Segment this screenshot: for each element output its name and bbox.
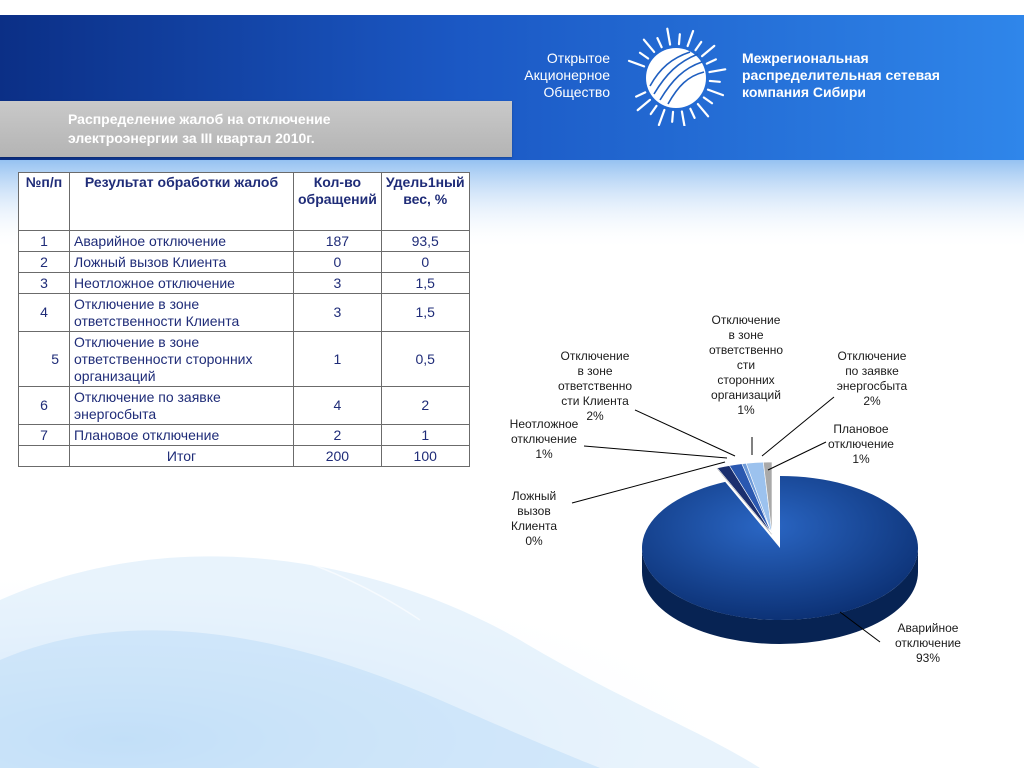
pie-slice-label-line: Отключение xyxy=(837,349,907,363)
pie-slice-label-line: отключение xyxy=(511,432,577,446)
pie-slice-label-line: 1% xyxy=(737,403,755,417)
pie-slice-label-line: организаций xyxy=(711,388,781,402)
pie-slice-label xyxy=(558,349,632,423)
pie-slice-label-line: 93% xyxy=(915,651,941,665)
pie-slice-label-line: Плановое xyxy=(833,422,889,436)
row-result: Отключение в зоне ответственности Клиента xyxy=(70,294,294,332)
pie-slice-label-line: в зоне xyxy=(728,328,764,342)
pie-slice-label xyxy=(837,349,908,408)
row-result: Неотложное отключение xyxy=(70,273,294,294)
total-label: Итог xyxy=(70,446,294,467)
pie-leader-line xyxy=(762,397,834,456)
row-share: 2 xyxy=(381,387,469,425)
pie-slice-label-line: Неотложное xyxy=(509,417,579,431)
pie-slice-label-line: отключение xyxy=(828,437,894,451)
header-num: №п/п xyxy=(19,173,70,231)
pie-slice-label-line: сти xyxy=(736,358,756,372)
row-num: 3 xyxy=(19,273,70,294)
pie-slice-label-line: 0% xyxy=(525,534,543,548)
total-share: 100 xyxy=(381,446,469,467)
pie-slice-label xyxy=(828,422,894,466)
row-result: Отключение по заявке энергосбыта xyxy=(70,387,294,425)
pie-slice-label-line: Ложный xyxy=(511,489,557,503)
row-result: Отключение в зоне ответственности сторонних организаций xyxy=(70,332,294,387)
row-count: 1 xyxy=(294,332,382,387)
row-share: 0 xyxy=(381,252,469,273)
pie-slice xyxy=(642,476,918,620)
pie-slice-label-line: 1% xyxy=(535,447,553,461)
pie-slice-label-line: Отключение xyxy=(560,349,630,363)
row-share: 1,5 xyxy=(381,273,469,294)
row-share: 93,5 xyxy=(381,231,469,252)
row-result: Плановое отключение xyxy=(70,425,294,446)
row-share: 1,5 xyxy=(381,294,469,332)
row-count: 4 xyxy=(294,387,382,425)
row-count: 3 xyxy=(294,294,382,332)
pie-slice-label-line: энергосбыта xyxy=(836,379,908,393)
company-name-line: Межрегиональная xyxy=(742,50,869,66)
row-share: 0,5 xyxy=(381,332,469,387)
row-num: 1 xyxy=(19,231,70,252)
row-share: 1 xyxy=(381,425,469,446)
row-num: 4 xyxy=(19,294,70,332)
row-count: 0 xyxy=(294,252,382,273)
page-title-line: Распределение жалоб на отключение xyxy=(68,111,331,127)
pie-slice-label-line: 1% xyxy=(852,452,870,466)
pie-slice-label-line: сторонних xyxy=(717,373,775,387)
pie-slice-label-line: в зоне xyxy=(577,364,613,378)
row-count: 187 xyxy=(294,231,382,252)
row-result: Аварийное отключение xyxy=(70,231,294,252)
org-type-line: Акционерное xyxy=(524,67,610,83)
company-name-line: компания Сибири xyxy=(742,84,867,100)
pie-slice-label-line: 2% xyxy=(863,394,881,408)
pie-slice-label-line: вызов xyxy=(517,504,551,518)
pie-slice-label-line: ответственно xyxy=(557,379,633,393)
pie-slice-label xyxy=(510,417,579,461)
pie-slice-label-line: Аварийное xyxy=(897,621,959,635)
pie-slice-label-line: 2% xyxy=(586,409,604,423)
pie-leader-line xyxy=(635,410,735,456)
row-num: 5 xyxy=(19,332,70,387)
pie-slice-label-line: сти Клиента xyxy=(561,394,629,408)
total-count: 200 xyxy=(294,446,382,467)
row-num: 2 xyxy=(19,252,70,273)
page-title-line: электроэнергии за III квартал 2010г. xyxy=(68,130,315,146)
pie-slice-label-line: отключение xyxy=(895,636,961,650)
header-result: Результат обработки жалоб xyxy=(70,173,294,231)
pie-slice-label xyxy=(709,313,783,417)
pie-leader-line xyxy=(584,446,727,458)
pie-slice-label xyxy=(895,621,961,665)
org-type-line: Общество xyxy=(543,84,610,100)
org-type-line: Открытое xyxy=(546,50,610,66)
company-name-line: распределительная сетевая xyxy=(742,67,940,83)
row-num: 7 xyxy=(19,425,70,446)
row-result: Ложный вызов Клиента xyxy=(70,252,294,273)
pie-slice-label-line: по заявке xyxy=(845,364,899,378)
row-num: 6 xyxy=(19,387,70,425)
header-count: Кол-во обращений xyxy=(294,173,382,231)
row-count: 2 xyxy=(294,425,382,446)
pie-slice-label-line: Клиента xyxy=(510,519,558,533)
row-count: 3 xyxy=(294,273,382,294)
pie-slice-label-line: ответственно xyxy=(708,343,784,357)
header-share: Удель1ный вес, % xyxy=(381,173,469,231)
pie-slice-label xyxy=(511,489,557,548)
pie-leader-line xyxy=(768,442,826,470)
pie-slice-label-line: Отключение xyxy=(711,313,781,327)
